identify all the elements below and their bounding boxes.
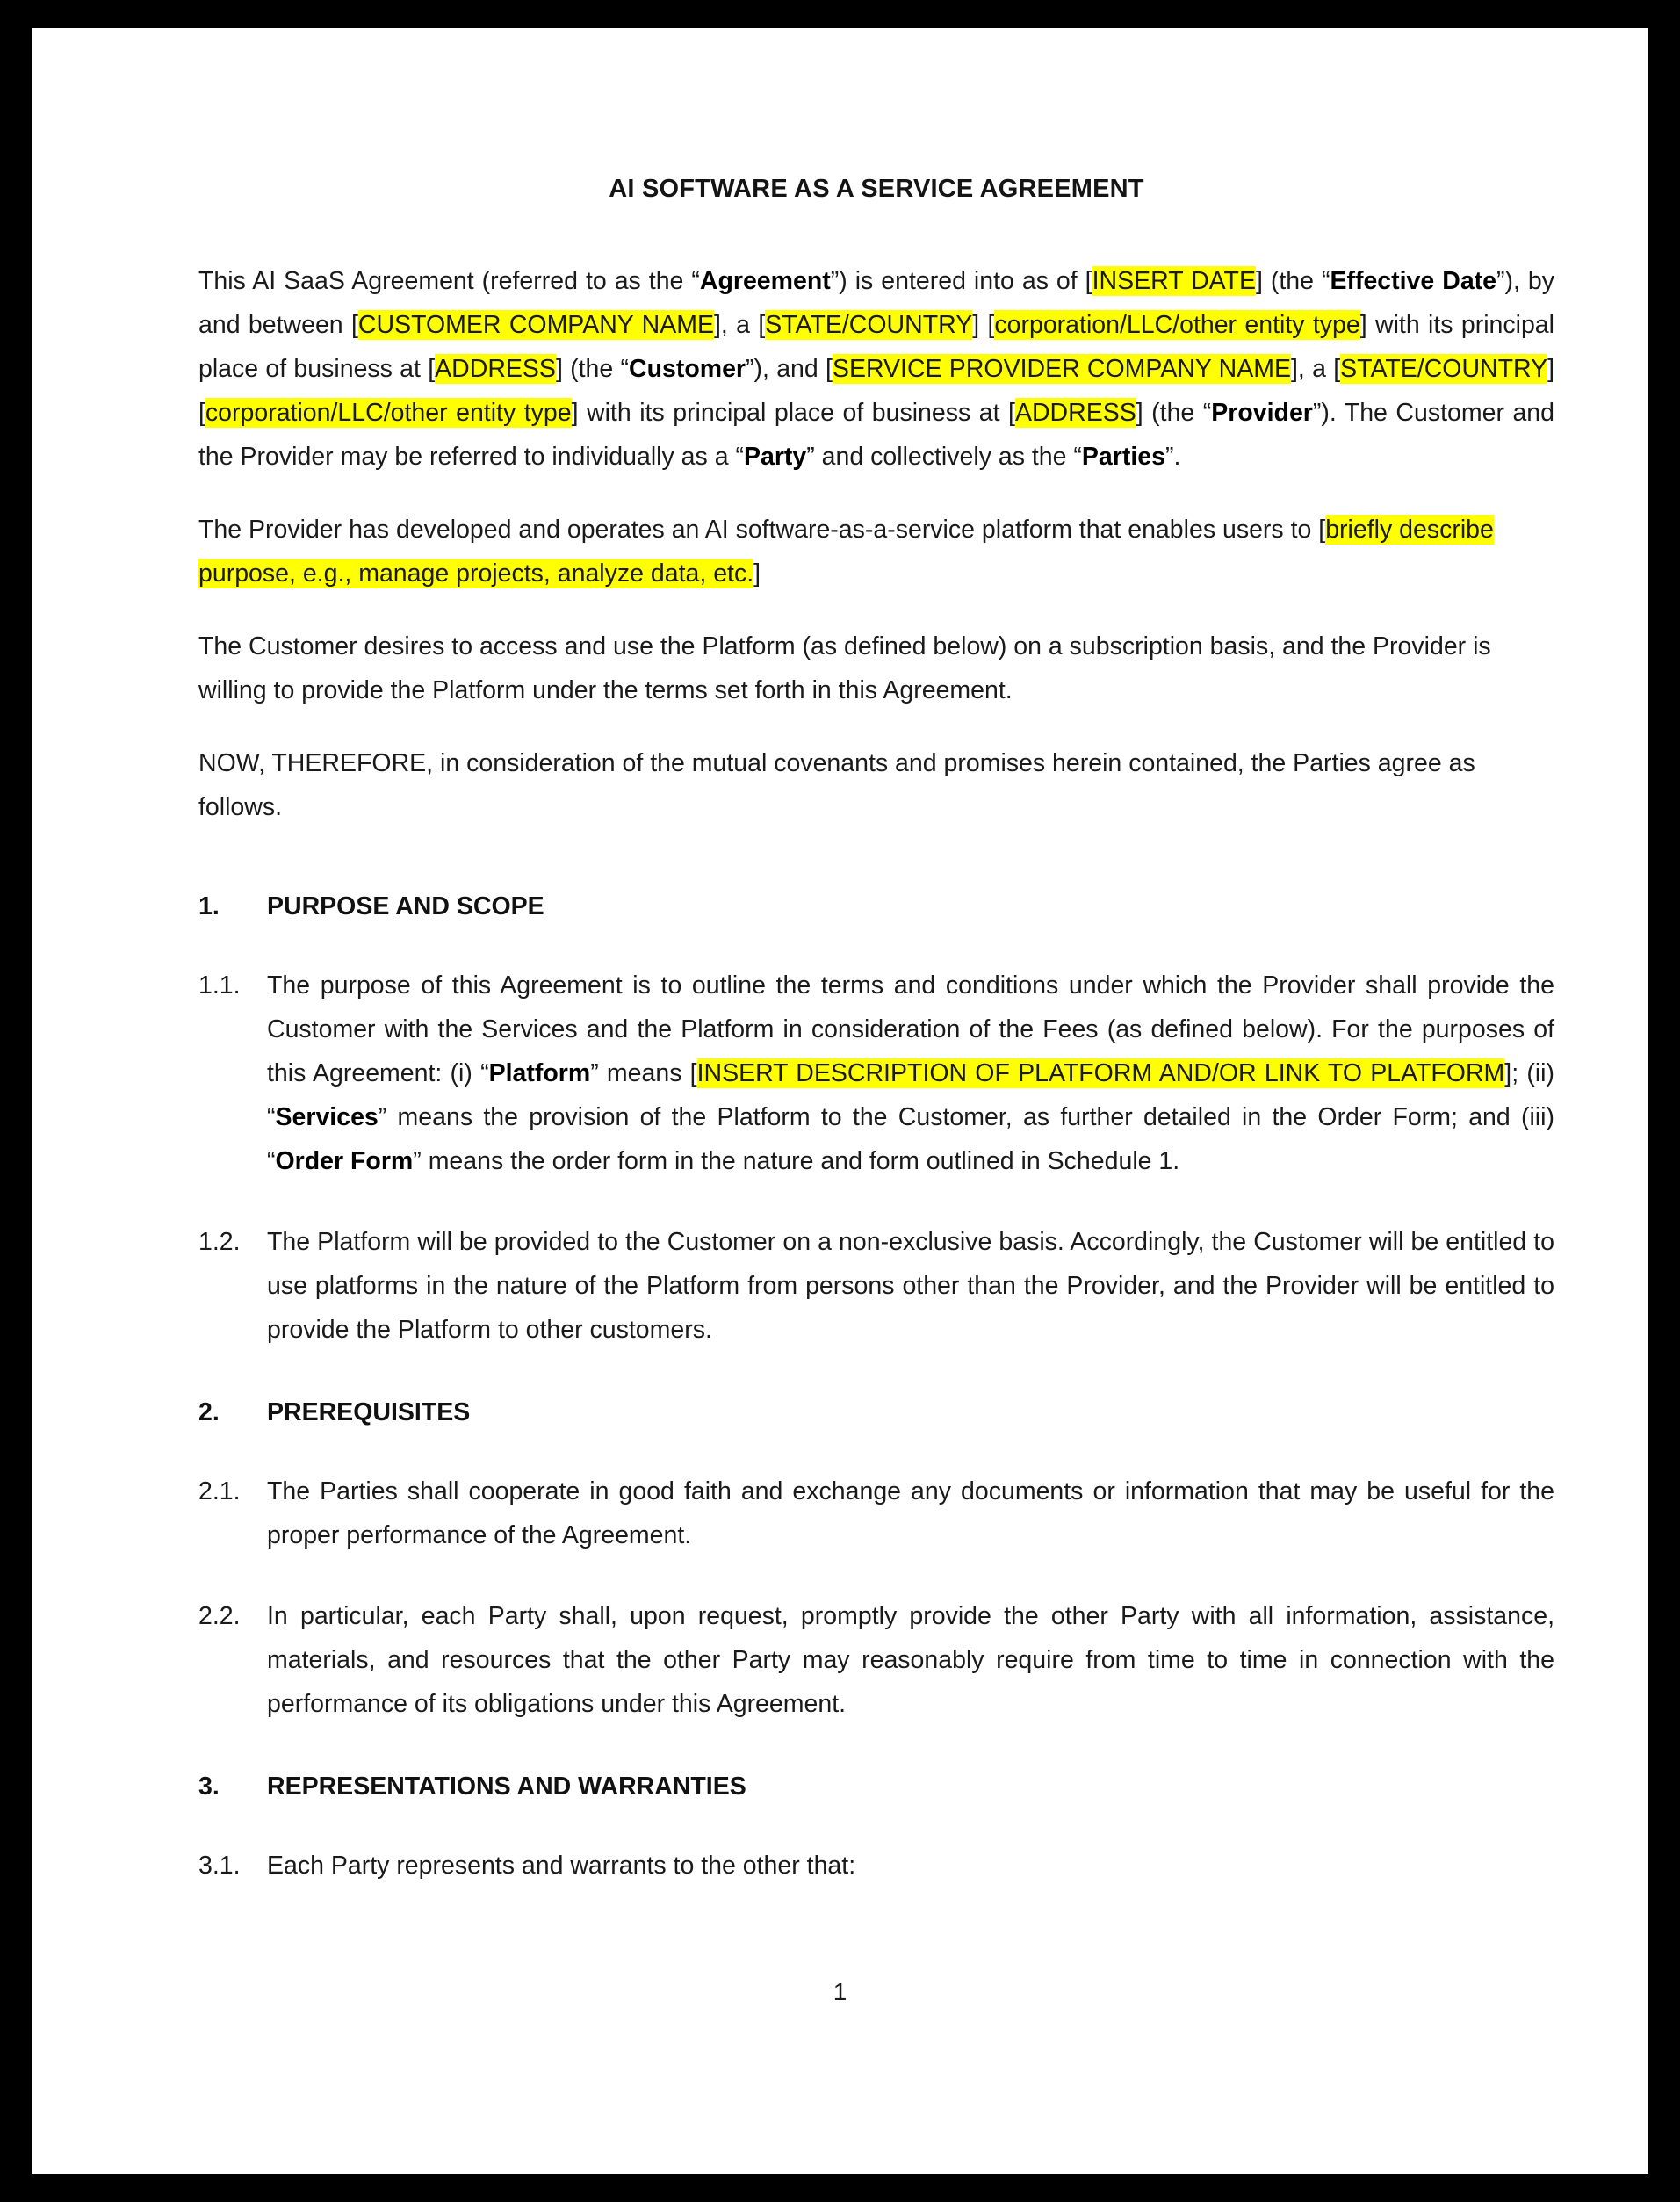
text-run: ” means [	[590, 1058, 697, 1087]
placeholder-provider-entity-type: corporation/LLC/other entity type	[205, 398, 572, 427]
defined-term-provider: Provider	[1211, 398, 1313, 427]
placeholder-platform-description: INSERT DESCRIPTION OF PLATFORM AND/OR LINK TO PLATFORM	[696, 1058, 1505, 1087]
defined-term-agreement: Agreement	[699, 266, 831, 295]
defined-term-platform: Platform	[488, 1058, 591, 1087]
page-number-footer: 1	[833, 1978, 847, 2005]
clause-number: 1.2.	[198, 1227, 241, 1256]
clause-1-1	[198, 939, 1554, 1183]
text-run: ]; (ii) “	[267, 1058, 1554, 1131]
clause-text: In particular, each Party shall, upon request, promptly provide the other Party with all information, assistance, materials, and resources that the other Party may reasonably require from time to time in connection with the performance of its obligations under this Agreement.	[267, 1601, 1554, 1718]
defined-term-party: Party	[743, 442, 807, 471]
text-run: ] (the “	[1136, 398, 1212, 427]
text-run: ] [	[198, 354, 1555, 427]
preamble-paragraph-2	[198, 508, 1554, 596]
section-title: REPRESENTATIONS AND WARRANTIES	[267, 1772, 746, 1801]
placeholder-customer-address: ADDRESS	[435, 354, 556, 383]
defined-term-services: Services	[275, 1102, 379, 1131]
placeholder-provider-company-name: SERVICE PROVIDER COMPANY NAME	[832, 354, 1292, 383]
clause-2-1	[198, 1445, 1554, 1557]
placeholder-customer-state-country: STATE/COUNTRY	[765, 310, 973, 339]
clause-text	[267, 964, 1554, 1183]
text-run: ”), by and between [	[198, 266, 1554, 339]
section-number: 3.	[198, 1772, 220, 1801]
document-page	[32, 28, 1648, 2174]
text-run: This AI SaaS Agreement (referred to as the “	[198, 266, 700, 295]
text-run: ” and collectively as the “	[806, 442, 1082, 471]
text-run: ] (the “	[1255, 266, 1330, 295]
section-heading-2	[198, 1364, 1554, 1434]
clause-1-2	[198, 1195, 1554, 1352]
placeholder-customer-entity-type: corporation/LLC/other entity type	[994, 310, 1360, 339]
text-run: ”), and [	[746, 354, 833, 383]
text-run: ” means the provision of the Platform to the Customer, as further detailed in the Order Form; and (iii) “	[267, 1102, 1554, 1175]
clause-2-2	[198, 1570, 1554, 1726]
preamble-paragraph-4: NOW, THEREFORE, in consideration of the mutual covenants and promises herein contained, the Parties agree as follows.	[198, 748, 1475, 821]
section-title: PREREQUISITES	[267, 1397, 471, 1426]
text-run: ], a [	[1291, 354, 1341, 383]
placeholder-customer-company-name: CUSTOMER COMPANY NAME	[357, 310, 714, 339]
placeholder-provider-address: ADDRESS	[1014, 398, 1136, 427]
text-run: ] with its principal place of business at [	[571, 398, 1015, 427]
text-run: ”) is entered into as of [	[830, 266, 1092, 295]
defined-term-order-form: Order Form	[275, 1146, 414, 1175]
text-run: The Provider has developed and operates an AI software-as-a-service platform that enables users to [	[198, 515, 1326, 544]
clause-text: Each Party represents and warrants to the other that:	[267, 1851, 856, 1880]
placeholder-provider-state-country: STATE/COUNTRY	[1340, 354, 1548, 383]
defined-term-parties: Parties	[1081, 442, 1165, 471]
section-number: 1.	[198, 892, 220, 921]
text-run: The purpose of this Agreement is to outline the terms and conditions under which the Provider shall provide the Customer with the Services and the Platform in consideration of the Fees (as defined below). For the purposes of this Agreement: (i) “	[267, 971, 1554, 1087]
document-body	[198, 173, 1554, 1900]
text-run: ] [	[972, 310, 995, 339]
preamble-paragraph-3: The Customer desires to access and use the Platform (as defined below) on a subscription basis, and the Provider is willing to provide the Platform under the terms set forth in this Agreement.	[198, 632, 1491, 704]
text-run: ] with its principal place of business at [	[198, 310, 1554, 383]
text-run: ]	[753, 559, 761, 588]
defined-term-customer: Customer	[629, 354, 746, 383]
clause-number: 2.1.	[198, 1476, 241, 1505]
placeholder-platform-purpose: briefly describe purpose, e.g., manage projects, analyze data, etc.	[198, 515, 1494, 588]
clause-text: The Platform will be provided to the Customer on a non-exclusive basis. Accordingly, the Customer will be entitled to use platforms in the nature of the Platform from persons other than the Provider, and the Provider will be entitled to provide the Platform to other customers.	[267, 1227, 1554, 1344]
text-run: ], a [	[713, 310, 766, 339]
clause-number: 2.2.	[198, 1601, 241, 1630]
clause-number: 1.1.	[198, 971, 241, 1000]
text-run: ”.	[1164, 442, 1181, 471]
section-heading-3	[198, 1738, 1554, 1809]
section-title: PURPOSE AND SCOPE	[267, 892, 544, 921]
section-heading-1	[198, 858, 1554, 928]
clause-text: The Parties shall cooperate in good faith and exchange any documents or information that may be useful for the proper performance of the Agreement.	[267, 1476, 1554, 1549]
defined-term-effective-date: Effective Date	[1330, 266, 1497, 295]
clause-number: 3.1.	[198, 1851, 241, 1880]
document-title: AI SOFTWARE AS A SERVICE AGREEMENT	[609, 175, 1144, 203]
section-number: 2.	[198, 1397, 220, 1426]
text-run: ] (the “	[555, 354, 629, 383]
placeholder-insert-date: INSERT DATE	[1092, 266, 1256, 295]
clause-3-1	[198, 1819, 1554, 1888]
preamble-paragraph-1	[198, 259, 1554, 479]
text-run: ” means the order form in the nature and form outlined in Schedule 1.	[413, 1146, 1180, 1175]
text-run: ”). The Customer and the Provider may be referred to individually as a “	[198, 398, 1554, 471]
